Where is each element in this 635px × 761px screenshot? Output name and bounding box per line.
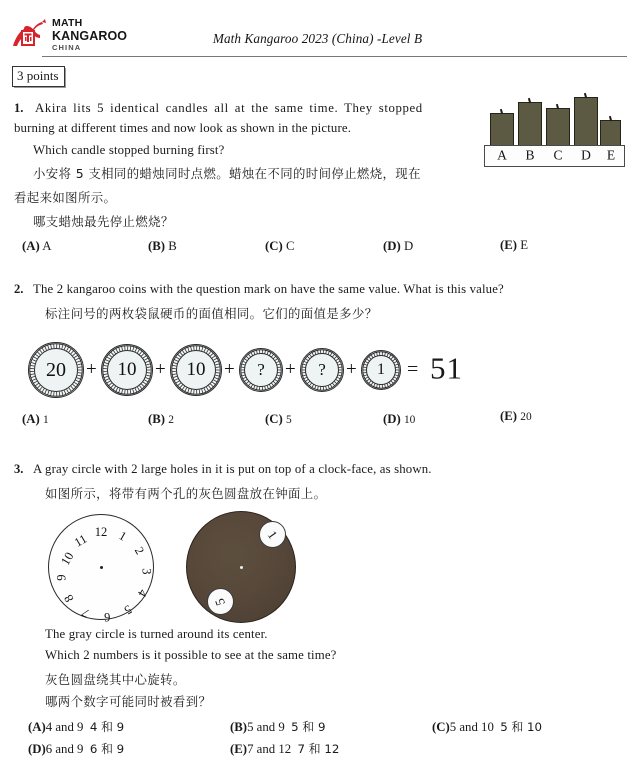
option-letter: (A) — [22, 412, 40, 426]
disc-center-dot — [240, 566, 243, 569]
logo-line-math: MATH — [52, 17, 83, 29]
coin-value: 20 — [34, 348, 78, 392]
candle-b — [518, 102, 542, 148]
clock-number-glyph: 2 — [131, 544, 147, 557]
option-text-cn: 4 和 9 — [89, 720, 125, 734]
clock-number-8 — [61, 592, 77, 605]
candle-label-d: D — [581, 147, 591, 163]
option-text-cn: 5 和 9 — [291, 720, 326, 734]
question-3-cn-line-1: 如图所示，将带有两个孔的灰色圆盘放在钟面上。 — [45, 486, 327, 501]
clock-number-glyph: 9 — [54, 574, 69, 581]
question-2-cn-line-1: 标注问号的两枚袋鼠硬币的面值相同。它们的面值是多少？ — [45, 306, 378, 321]
coin-value: 10 — [176, 350, 216, 390]
question-1-option-d[interactable] — [383, 239, 413, 254]
logo-line-china: CHINA — [52, 42, 82, 52]
question-2-option-a[interactable] — [22, 412, 49, 427]
option-letter: (B) — [230, 720, 248, 734]
option-text: A — [42, 239, 52, 253]
clock-number-glyph: 10 — [58, 549, 77, 568]
option-text: B — [168, 239, 177, 253]
option-text: 6 and 9 — [45, 742, 84, 756]
question-1-en-line-3: Which candle stopped burning first? — [33, 143, 225, 157]
gray-disc-figure — [186, 511, 296, 623]
clock-number-glyph: 1 — [116, 528, 129, 544]
question-1-option-e[interactable] — [500, 238, 528, 253]
option-text: 5 and 9 — [247, 720, 285, 734]
clock-face-figure — [48, 514, 154, 624]
coin-20 — [28, 342, 84, 398]
clock-number-glyph: 11 — [71, 531, 90, 550]
option-letter: (D) — [383, 412, 401, 426]
question-2-en-line-1: The 2 kangaroo coins with the question mark on have the same value. What is this value? — [33, 282, 504, 296]
option-text: C — [285, 239, 295, 253]
clock-number-glyph: 8 — [61, 592, 77, 605]
candle-c — [546, 108, 570, 148]
disc-hole-upper — [259, 521, 286, 548]
question-1-option-c[interactable] — [265, 239, 295, 254]
option-text-cn: 5 和 10 — [500, 720, 543, 734]
question-3-en-line-3: Which 2 numbers is it possible to see at the same time? — [45, 648, 337, 662]
coin-unknown-second — [300, 348, 344, 392]
option-text: 7 and 12 — [247, 742, 292, 756]
question-2-number: 2. — [14, 282, 24, 296]
option-text: 4 and 9 — [45, 720, 84, 734]
clock-number-3 — [139, 568, 154, 574]
clock-number-9 — [55, 575, 70, 581]
question-1-cn-line-1: 小安将 5 支相同的蜡烛同时点燃。蜡烛在不同的时间停止燃烧，现在 — [33, 166, 421, 181]
question-3-option-d[interactable] — [28, 740, 124, 757]
option-text-cn: 7 和 12 — [297, 742, 340, 756]
option-text: 10 — [403, 414, 416, 426]
question-1-en-line-1: Akira lits 5 identical candles all at the same time. They stopped — [35, 101, 423, 115]
option-text: 1 — [42, 414, 49, 426]
clock-number-5 — [121, 601, 134, 617]
option-letter: (B) — [148, 239, 166, 253]
question-3-en-line-1: A gray circle with 2 large holes in it is put on top of a clock-face, as shown. — [33, 462, 432, 476]
page-header — [0, 0, 635, 62]
question-2-option-c[interactable] — [265, 412, 292, 427]
plus-sign-4: + — [285, 359, 296, 380]
option-text: 2 — [168, 414, 174, 426]
clock-number-glyph: 5 — [121, 602, 135, 618]
coin-value: 10 — [107, 350, 147, 390]
clock-number-11 — [72, 532, 90, 551]
question-3-number: 3. — [14, 462, 24, 476]
option-letter: (C) — [265, 412, 283, 426]
question-2-option-b[interactable] — [148, 412, 174, 427]
header-divider — [42, 56, 627, 57]
option-text-cn: 6 和 9 — [89, 742, 125, 756]
option-text: 5 and 10 — [449, 720, 494, 734]
option-letter: (E) — [230, 742, 248, 756]
question-1-option-a[interactable] — [22, 239, 52, 254]
clock-number-10 — [58, 550, 77, 568]
clock-center-dot — [100, 566, 103, 569]
logo-line-kangaroo: KANGAROO — [52, 28, 128, 43]
candles-figure — [484, 99, 624, 167]
option-text: E — [520, 238, 529, 252]
disc-hole-lower — [207, 588, 234, 615]
question-1-option-b[interactable] — [148, 239, 177, 254]
coin-unknown-first — [239, 348, 283, 392]
disc-hole-value: 5 — [211, 596, 229, 608]
candle-e — [600, 120, 621, 148]
option-letter: (D) — [383, 239, 401, 253]
question-3-en-line-2: The gray circle is turned around its center. — [45, 627, 268, 641]
question-3-option-b[interactable] — [230, 718, 325, 735]
question-3-option-e[interactable] — [230, 740, 339, 757]
clock-number-4 — [134, 586, 150, 599]
question-1-cn-line-3: 哪支蜡烛最先停止燃烧？ — [33, 214, 174, 229]
coin-value: ? — [305, 353, 339, 387]
clock-number-glyph: 7 — [79, 605, 92, 621]
clock-number-glyph: 3 — [139, 568, 154, 575]
clock-number-2 — [131, 544, 147, 557]
candle-label-b: B — [525, 147, 535, 163]
option-text: 5 — [285, 414, 292, 426]
equation-result: 51 — [430, 350, 463, 386]
question-2-option-d[interactable] — [383, 412, 415, 427]
candle-base — [484, 145, 625, 167]
option-letter: (B) — [148, 412, 166, 426]
clock-number-glyph: 6 — [104, 610, 111, 624]
clock-number-glyph: 4 — [134, 586, 151, 600]
question-1-number: 1. — [14, 101, 24, 115]
clock-number-6 — [104, 609, 110, 624]
plus-sign-3: + — [224, 359, 235, 380]
coin-10-first — [101, 344, 153, 396]
candle-a — [490, 113, 514, 148]
equals-sign: = — [407, 358, 419, 381]
option-letter: (C) — [265, 239, 283, 253]
candle-label-a: A — [497, 147, 507, 163]
question-1-en-line-2: burning at different times and now look as shown in the picture. — [14, 121, 352, 135]
question-1-cn-line-2: 看起来如图所示。 — [14, 190, 117, 205]
coin-10-second — [170, 344, 222, 396]
option-letter: (C) — [432, 720, 450, 734]
question-3-option-c[interactable] — [432, 718, 542, 735]
coin-1 — [361, 350, 401, 390]
disc-hole-value: 1 — [264, 527, 281, 542]
clock-number-glyph: 12 — [94, 525, 108, 539]
document-title: Math Kangaroo 2023 (China) -Level B — [212, 31, 423, 46]
question-3-cn-line-3: 哪两个数字可能同时被看到？ — [45, 694, 212, 709]
coin-value: ? — [244, 353, 278, 387]
option-text: 20 — [520, 411, 532, 423]
clock-number-12 — [95, 525, 108, 540]
coin-value: 1 — [366, 355, 396, 385]
question-2-option-e[interactable] — [500, 409, 532, 424]
candle-label-c: C — [553, 147, 563, 163]
option-letter: (E) — [500, 238, 518, 252]
option-letter: (E) — [500, 409, 518, 423]
option-text: D — [403, 239, 414, 253]
plus-sign-5: + — [346, 359, 357, 380]
plus-sign-1: + — [86, 359, 97, 380]
option-letter: (A) — [28, 720, 46, 734]
candle-label-e: E — [606, 147, 616, 163]
clock-number-7 — [79, 604, 92, 620]
clock-number-1 — [116, 529, 129, 545]
option-letter: (D) — [28, 742, 46, 756]
question-3-option-a[interactable] — [28, 718, 124, 735]
candle-d — [574, 97, 598, 148]
points-badge: 3 points — [12, 66, 65, 87]
question-3-cn-line-2: 灰色圆盘绕其中心旋转。 — [45, 672, 186, 687]
plus-sign-2: + — [155, 359, 166, 380]
option-letter: (A) — [22, 239, 40, 253]
